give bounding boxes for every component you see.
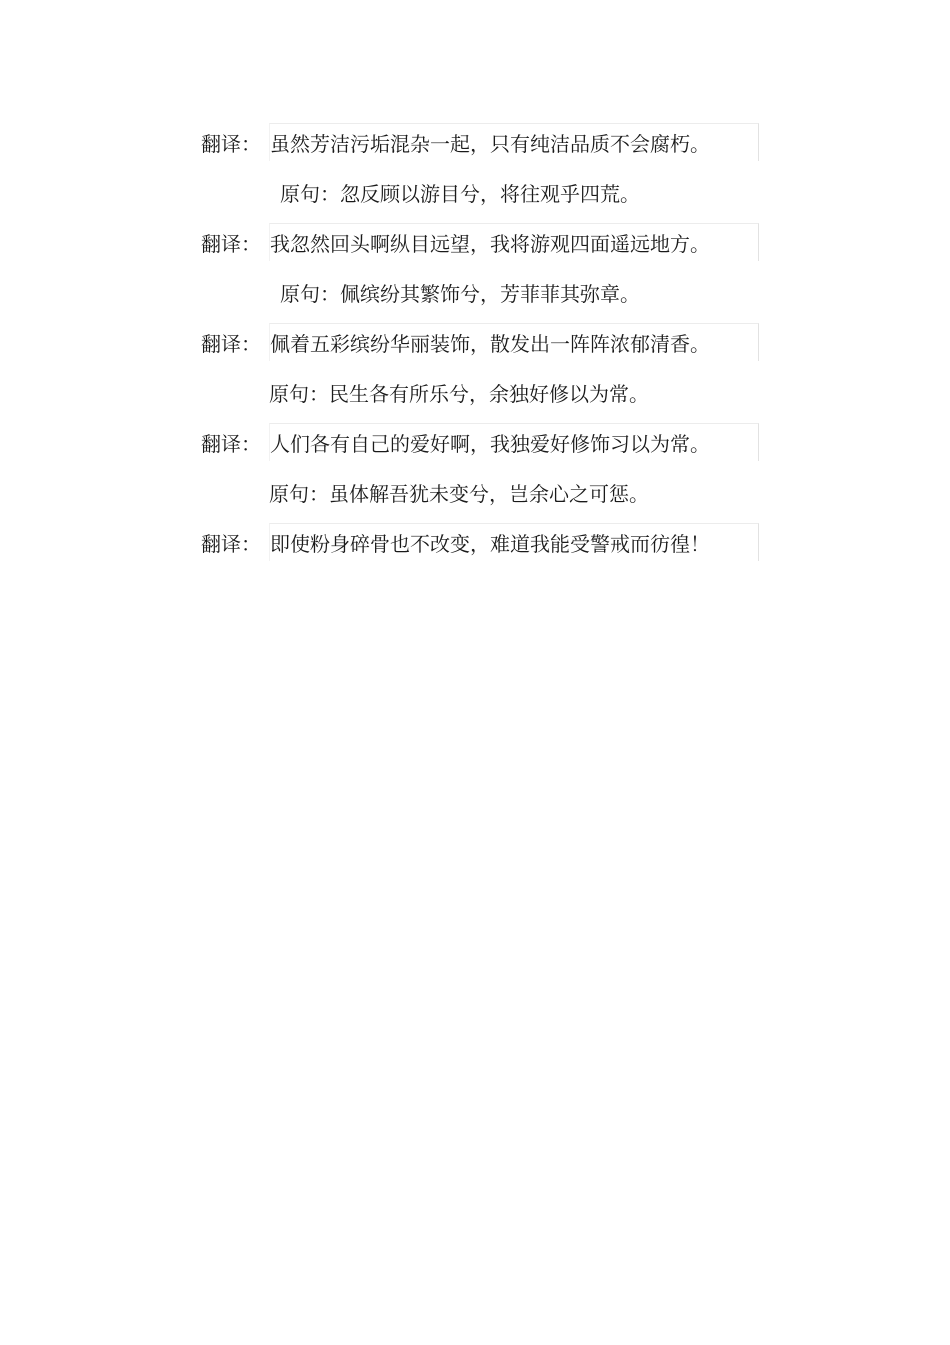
- translation-text: 虽然芳洁污垢混杂一起，只有纯洁品质不会腐朽。: [270, 132, 710, 156]
- original-label: 原句：: [269, 482, 329, 506]
- translation-text: 佩着五彩缤纷华丽装饰，散发出一阵阵浓郁清香。: [270, 332, 710, 356]
- translation-box: [269, 323, 759, 361]
- original-label: 原句：: [269, 382, 329, 406]
- translation-text: 我忽然回头啊纵目远望，我将游观四面遥远地方。: [270, 232, 710, 256]
- original-text: 忽反顾以游目兮，将往观乎四荒。: [340, 182, 640, 206]
- original-text: 民生各有所乐兮，余独好修以为常。: [329, 382, 649, 406]
- translation-label: 翻译：: [201, 332, 261, 356]
- translation-box: [269, 223, 759, 261]
- translation-label: 翻译：: [201, 232, 261, 256]
- translation-box: [269, 523, 759, 561]
- original-text: 虽体解吾犹未变兮，岂余心之可惩。: [329, 482, 649, 506]
- translation-box: [269, 123, 759, 161]
- original-line: [269, 482, 649, 506]
- original-line: [269, 382, 649, 406]
- translation-box: [269, 423, 759, 461]
- translation-text: 人们各有自己的爱好啊，我独爱好修饰习以为常。: [270, 432, 710, 456]
- original-line: [280, 182, 640, 206]
- original-label: 原句：: [280, 182, 340, 206]
- translation-label: 翻译：: [201, 132, 261, 156]
- translation-text: 即使粉身碎骨也不改变，难道我能受警戒而彷徨！: [270, 532, 710, 556]
- translation-label: 翻译：: [201, 532, 261, 556]
- original-label: 原句：: [280, 282, 340, 306]
- original-text: 佩缤纷其繁饰兮，芳菲菲其弥章。: [340, 282, 640, 306]
- original-line: [280, 282, 640, 306]
- translation-label: 翻译：: [201, 432, 261, 456]
